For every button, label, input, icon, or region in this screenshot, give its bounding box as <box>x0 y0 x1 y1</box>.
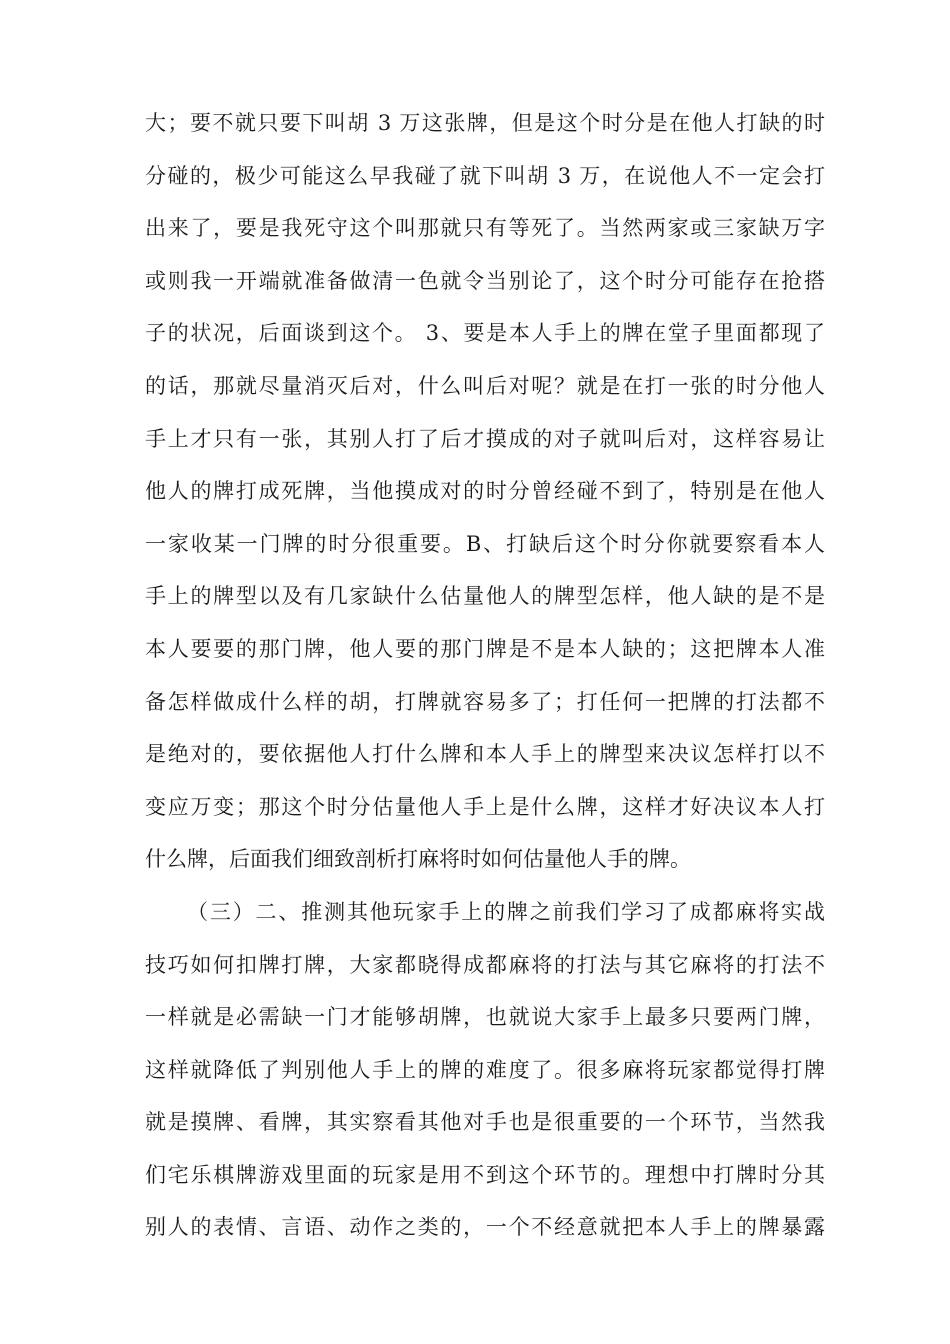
text-line: 技巧如何扣牌打牌，大家都晓得成都麻将的打法与其它麻将的打法不 <box>145 952 825 977</box>
text-line: 一样就是必需缺一门才能够胡牌，也就说大家手上最多只要两门牌， <box>145 1005 825 1030</box>
text-line: 手上才只有一张，其别人打了后才摸成的对子就叫后对，这样容易让 <box>145 426 825 451</box>
text-line: 出来了，要是我死守这个叫那就只有等死了。当然两家或三家缺万字 <box>145 216 825 241</box>
text-line: 们宅乐棋牌游戏里面的玩家是用不到这个环节的。理想中打牌时分其 <box>145 1162 825 1187</box>
text-line: 大；要不就只要下叫胡 3 万这张牌，但是这个时分是在他人打缺的时 <box>145 111 825 135</box>
text-line: 别人的表情、言语、动作之类的，一个不经意就把本人手上的牌暴露 <box>145 1215 825 1240</box>
text-line: 就是摸牌、看牌，其实察看其他对手也是很重要的一个环节，当然我 <box>145 1110 825 1135</box>
text-line: 这样就降低了判别他人手上的牌的难度了。很多麻将玩家都觉得打牌 <box>145 1057 825 1082</box>
text-line: 或则我一开端就准备做清一色就令当别论了，这个时分可能存在抢搭 <box>145 268 825 293</box>
text-line: 变应万变；那这个时分估量他人手上是什么牌，这样才好决议本人打 <box>145 794 825 819</box>
document-body <box>145 97 825 1254</box>
text-line: 本人要要的那门牌，他人要的那门牌是不是本人缺的；这把牌本人准 <box>145 636 825 661</box>
paragraph-1 <box>145 97 825 886</box>
text-line: 一家收某一门牌的时分很重要。B、打缺后这个时分你就要察看本人 <box>145 531 825 556</box>
text-line: 的话，那就尽量消灭后对，什么叫后对呢？就是在打一张的时分他人 <box>145 373 825 398</box>
text-line: 他人的牌打成死牌，当他摸成对的时分曾经碰不到了，特别是在他人 <box>145 479 825 504</box>
text-line: 什么牌，后面我们细致剖析打麻将时如何估量他人手的牌。 <box>145 847 691 872</box>
text-line: 分碰的，极少可能这么早我碰了就下叫胡 3 万，在说他人不一定会打 <box>145 163 825 188</box>
text-line: 是绝对的，要依据他人打什么牌和本人手上的牌型来决议怎样打以不 <box>145 742 825 767</box>
text-line: 手上的牌型以及有几家缺什么估量他人的牌型怎样，他人缺的是不是 <box>145 584 825 609</box>
paragraph-2 <box>145 886 825 1254</box>
text-line: （三）二、推测其他玩家手上的牌之前我们学习了成都麻将实战 <box>187 899 825 924</box>
text-line: 子的状况，后面谈到这个。 3、要是本人手上的牌在堂子里面都现了 <box>145 321 825 346</box>
text-line: 备怎样做成什么样的胡，打牌就容易多了；打任何一把牌的打法都不 <box>145 689 825 714</box>
